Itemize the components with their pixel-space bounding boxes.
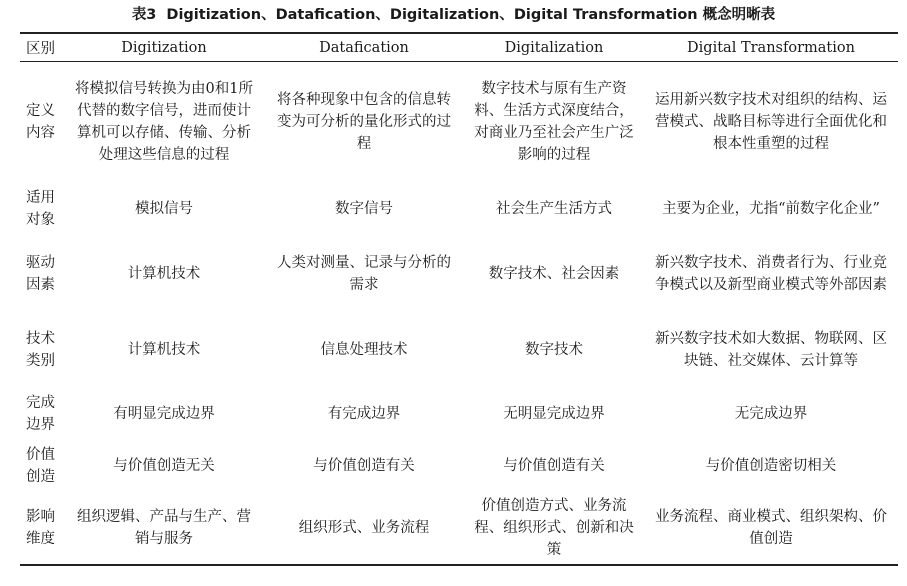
row-label: 定义 内容 <box>26 102 55 141</box>
table-cell: 数字技术、社会因素 <box>488 265 620 282</box>
table-cell: 主要为企业，尤指“前数字化企业” <box>662 200 880 217</box>
table-cell: 模拟信号 <box>135 200 193 217</box>
table-cell: 数字技术与原有生产资料、生活方式深度结合，对商业乃至社会产生广泛影响的过程 <box>474 80 634 163</box>
table-header-row <box>20 33 898 62</box>
table-row-driving-factor <box>20 236 898 312</box>
table-number: 表3 <box>131 7 157 23</box>
table-row-completion-boundary <box>20 388 898 440</box>
table-cell: 运用新兴数字技术对组织的结构、运营模式、战略目标等进行全面优化和根本性重塑的过程 <box>655 91 887 152</box>
table-cell: 无完成边界 <box>734 405 808 422</box>
table-cell: 价值创造方式、业务流程、组织形式、创新和决策 <box>474 497 634 558</box>
table-cell: 数字技术 <box>525 341 583 358</box>
table-cell: 计算机技术 <box>127 265 201 282</box>
table-cell: 将各种现象中包含的信息转变为可分析的量化形式的过程 <box>277 91 451 152</box>
table-cell: 数字信号 <box>335 200 393 217</box>
table-cell: 与价值创造有关 <box>313 457 415 474</box>
table-cell: 人类对测量、记录与分析的需求 <box>277 254 451 293</box>
table-row-impact-dimension <box>20 492 898 565</box>
table-title: Digitization、Datafication、Digitalization、Digital Transformation 概念明晰表 <box>166 7 776 23</box>
concept-table <box>20 32 898 566</box>
row-label: 影响 维度 <box>26 508 55 547</box>
table-cell: 与价值创造无关 <box>113 457 215 474</box>
table-cell: 将模拟信号转换为由0和1所代替的数字信号，进而使计算机可以存储、传输、分析处理这些信息的过程 <box>75 80 253 163</box>
table-cell: 业务流程、商业模式、组织架构、价值创造 <box>655 508 887 547</box>
table-caption <box>0 4 907 26</box>
table-row-definition <box>20 62 898 182</box>
row-label: 技术 类别 <box>26 330 55 369</box>
table-row-technology-category <box>20 312 898 388</box>
table-cell: 组织逻辑、产品与生产、营销与服务 <box>77 508 251 547</box>
table-cell: 计算机技术 <box>127 341 201 358</box>
column-header-digitization: Digitization <box>121 39 207 56</box>
column-header-digitalization: Digitalization <box>504 39 604 56</box>
column-header-difference: 区别 <box>26 41 55 57</box>
table-cell: 与价值创造密切相关 <box>705 457 837 474</box>
table-cell: 社会生产生活方式 <box>496 200 612 217</box>
table-cell: 新兴数字技术如大数据、物联网、区块链、社交媒体、云计算等 <box>655 330 887 369</box>
table-cell: 组织形式、业务流程 <box>298 519 430 536</box>
table-row-value-creation <box>20 440 898 492</box>
column-header-digital-transformation: Digital Transformation <box>687 39 855 56</box>
table-cell: 与价值创造有关 <box>503 457 605 474</box>
table-cell: 无明显完成边界 <box>503 405 605 422</box>
column-header-datafication: Datafication <box>319 39 409 56</box>
table-cell: 有完成边界 <box>327 405 401 422</box>
table-cell: 信息处理技术 <box>320 341 408 358</box>
row-label: 价值 创造 <box>26 446 55 485</box>
row-label: 适用 对象 <box>26 189 55 228</box>
table-cell: 新兴数字技术、消费者行为、行业竞争模式以及新型商业模式等外部因素 <box>655 254 887 293</box>
table-row-applicable-object <box>20 182 898 236</box>
row-label: 驱动 因素 <box>26 254 55 293</box>
table-cell: 有明显完成边界 <box>113 405 215 422</box>
row-label: 完成 边界 <box>26 394 55 433</box>
